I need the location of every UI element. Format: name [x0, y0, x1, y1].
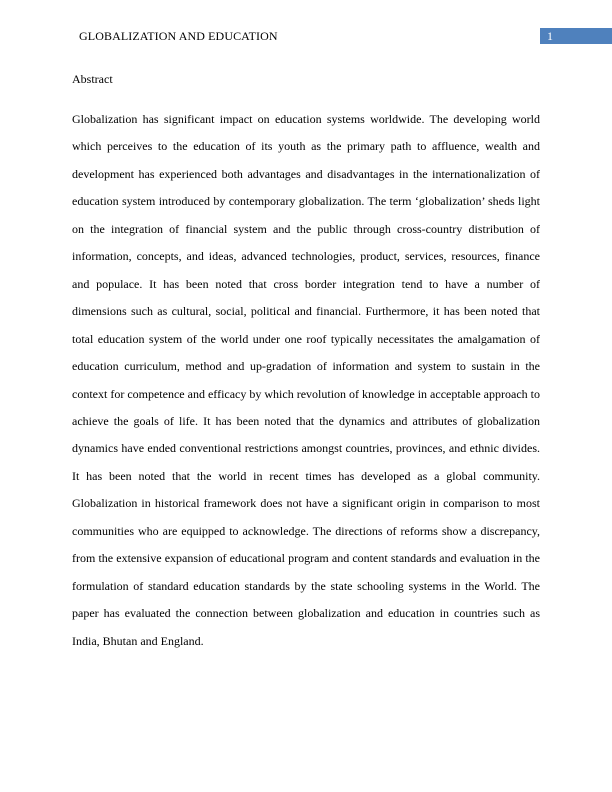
- page-number: 1: [547, 29, 553, 43]
- running-header-title: GLOBALIZATION AND EDUCATION: [79, 29, 278, 43]
- abstract-heading: Abstract: [72, 72, 113, 86]
- abstract-paragraph: Globalization has significant impact on education systems worldwide. The developing world which perceives to the education of its youth as the primary path to affluence, wealth and development has experienced both advantages and disadvantages in the internationalization of education system introduced by contemporary globalization. The term ‘globalization’ sheds light on the integration of financial system and the public through cross-country distribution of information, concepts, and ideas, advanced technologies, product, services, resources, finance and populace. It has been noted that cross border integration tend to have a number of dimensions such as cultural, social, political and financial. Furthermore, it has been noted that total education system of the world under one roof typically necessitates the amalgamation of education curriculum, method and up-gradation of information and system to sustain in the context for competence and efficacy by which revolution of knowledge in acceptable approach to achieve the goals of life. It has been noted that the dynamics and attributes of globalization dynamics have ended conventional restrictions amongst countries, provinces, and ethnic divides. It has been noted that the world in recent times has developed as a global community. Globalization in historical framework does not have a significant origin in comparison to most communities who are equipped to acknowledge. The directions of reforms show a discrepancy, from the extensive expansion of educational program and content standards and evaluation in the formulation of standard education standards by the state schooling systems in the World. The paper has evaluated the connection between globalization and education in countries such as India, Bhutan and England.: [72, 112, 540, 648]
- page-number-badge: [540, 28, 612, 44]
